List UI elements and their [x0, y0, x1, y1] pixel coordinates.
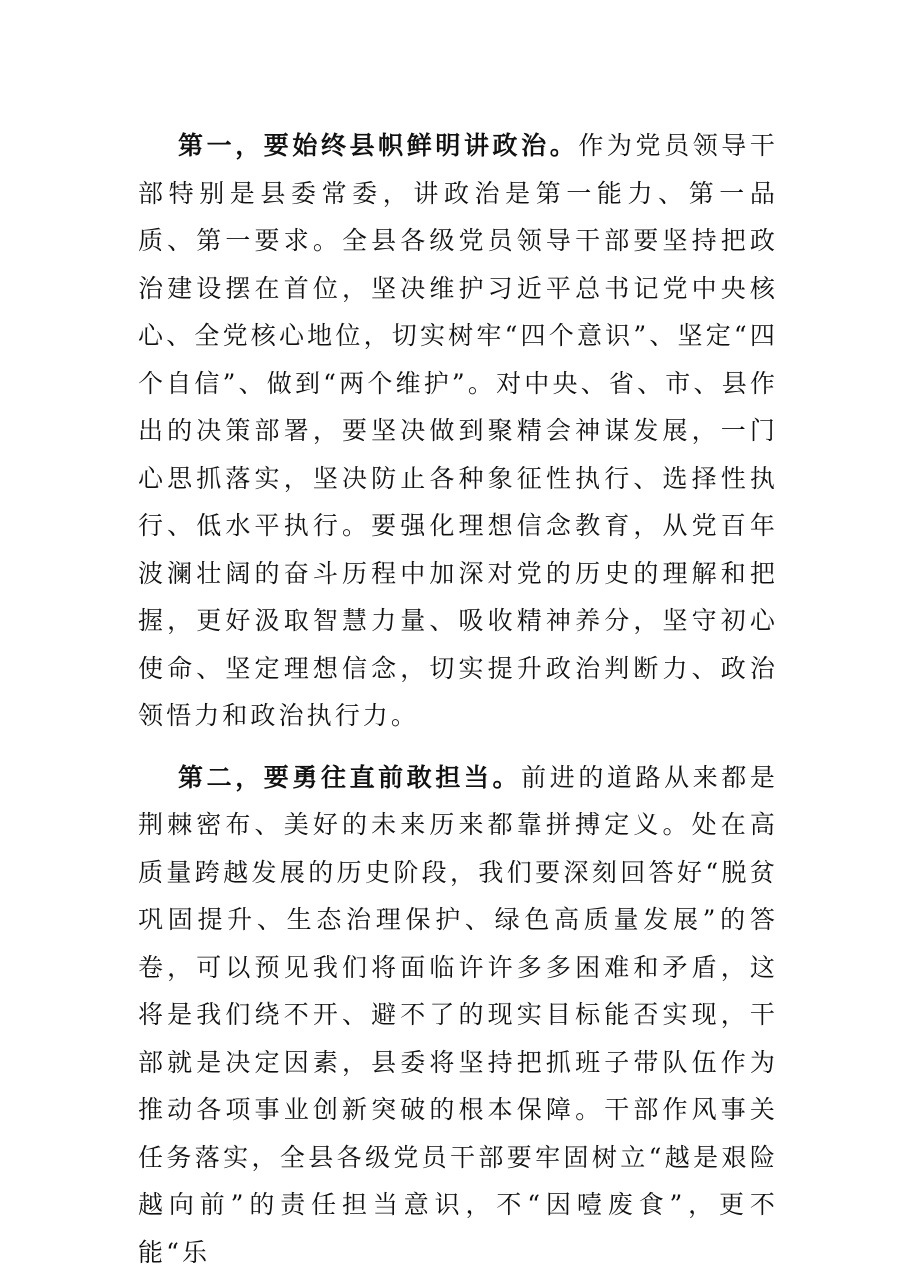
- paragraph-1-heading: 第一，要始终县帜鲜明讲政治。: [178, 131, 579, 160]
- paragraph-1: [138, 122, 778, 740]
- paragraph-2-body: 前进的道路从来都是荆棘密布、美好的未来历来都靠拼搏定义。处在高质量跨越发展的历史阶段，我们要深刻回答好“脱贫巩固提升、生态治理保护、绿色高质量发展”的答卷，可以预见我们将面临许许多多困难和矛盾，这将是我们绕不开、避不了的现实目标能否实现，干部就是决定因素，县委将坚持把抓班子带队伍作为推动各项事业创新突破的根本保障。干部作风事关任务落实，全县各级党员干部要牢固树立“越是艰险越向前”的责任担当意识，不“因噎废食”，更不能“乐: [138, 762, 778, 1267]
- document-page: [138, 122, 778, 1276]
- paragraph-2-heading: 第二，要勇往直前敢担当。: [178, 762, 522, 792]
- paragraph-2: [138, 754, 778, 1277]
- paragraph-1-body: 作为党员领导干部特别是县委常委，讲政治是第一能力、第一品质、第一要求。全县各级党员领导干部要坚持把政治建设摆在首位，坚决维护习近平总书记党中央核心、全党核心地位，切实树牢“四个意识”、坚定“四个自信”、做到“两个维护”。对中央、省、市、县作出的决策部署，要坚决做到聚精会神谋发展，一门心思抓落实，坚决防止各种象征性执行、选择性执行、低水平执行。要强化理想信念教育，从党百年波澜壮阔的奋斗历程中加深对党的历史的理解和把握，更好汲取智慧力量、吸收精神养分，坚守初心使命、坚定理想信念，切实提升政治判断力、政治领悟力和政治执行力。: [138, 131, 778, 730]
